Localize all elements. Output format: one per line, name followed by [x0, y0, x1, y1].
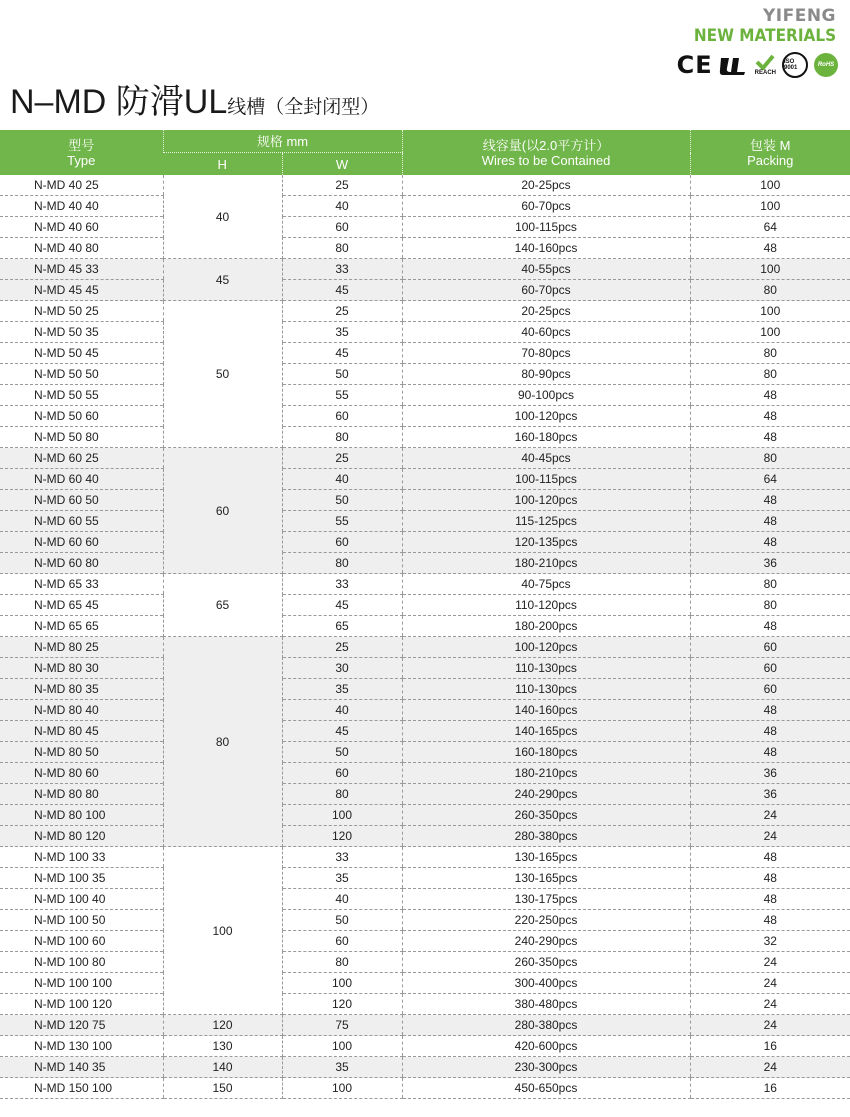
cell-w: 100	[282, 1036, 402, 1057]
cell-w: 45	[282, 280, 402, 301]
table-row	[0, 994, 850, 1015]
cell-w: 45	[282, 595, 402, 616]
cell-wires: 130-165pcs	[402, 868, 690, 889]
cell-type: N-MD 80 80	[0, 784, 163, 805]
cell-wires: 260-350pcs	[402, 805, 690, 826]
table-row	[0, 196, 850, 217]
table-row	[0, 847, 850, 868]
page-title	[10, 82, 379, 128]
cell-packing: 48	[690, 868, 850, 889]
table-row	[0, 658, 850, 679]
cell-wires: 160-180pcs	[402, 742, 690, 763]
cell-wires: 100-120pcs	[402, 490, 690, 511]
cell-h: 65	[163, 574, 282, 637]
table-row	[0, 700, 850, 721]
cell-packing: 100	[690, 259, 850, 280]
cell-wires: 140-160pcs	[402, 700, 690, 721]
cell-wires: 115-125pcs	[402, 511, 690, 532]
cell-packing: 48	[690, 721, 850, 742]
cell-w: 25	[282, 448, 402, 469]
table-row	[0, 553, 850, 574]
cell-type: N-MD 40 40	[0, 196, 163, 217]
table-row	[0, 427, 850, 448]
header-wires-cn: 线容量(以2.0平方计）	[482, 137, 610, 153]
cell-wires: 100-115pcs	[402, 217, 690, 238]
cell-wires: 280-380pcs	[402, 826, 690, 847]
cell-type: N-MD 100 80	[0, 952, 163, 973]
cell-packing: 24	[690, 952, 850, 973]
cell-wires: 110-130pcs	[402, 658, 690, 679]
brand-subtitle: NEW MATERIALS	[693, 26, 836, 46]
table-row	[0, 784, 850, 805]
cell-w: 40	[282, 700, 402, 721]
cell-w: 55	[282, 511, 402, 532]
brand-logo	[678, 6, 836, 46]
cell-w: 50	[282, 742, 402, 763]
ce-mark-icon: CE	[676, 51, 713, 79]
cell-packing: 64	[690, 217, 850, 238]
table-row	[0, 637, 850, 658]
cell-w: 60	[282, 532, 402, 553]
cell-w: 60	[282, 406, 402, 427]
cell-packing: 24	[690, 994, 850, 1015]
cell-packing: 48	[690, 910, 850, 931]
cell-type: N-MD 60 25	[0, 448, 163, 469]
cell-wires: 80-90pcs	[402, 364, 690, 385]
cell-type: N-MD 100 40	[0, 889, 163, 910]
cell-type: N-MD 40 60	[0, 217, 163, 238]
cell-wires: 60-70pcs	[402, 280, 690, 301]
cell-w: 100	[282, 973, 402, 994]
cell-type: N-MD 80 100	[0, 805, 163, 826]
cell-packing: 48	[690, 847, 850, 868]
cell-packing: 36	[690, 784, 850, 805]
cell-w: 33	[282, 259, 402, 280]
cell-w: 45	[282, 721, 402, 742]
cell-w: 80	[282, 427, 402, 448]
cell-h: 45	[163, 259, 282, 301]
cell-type: N-MD 50 25	[0, 301, 163, 322]
table-row	[0, 931, 850, 952]
table-row	[0, 238, 850, 259]
cell-w: 25	[282, 301, 402, 322]
table-row	[0, 805, 850, 826]
cell-packing: 48	[690, 427, 850, 448]
page-title-suffix: 线槽（全封闭型）	[227, 97, 380, 118]
table-row	[0, 448, 850, 469]
cell-type: N-MD 65 33	[0, 574, 163, 595]
table-row	[0, 343, 850, 364]
table-row	[0, 889, 850, 910]
cell-w: 50	[282, 910, 402, 931]
cell-type: N-MD 100 50	[0, 910, 163, 931]
table-row	[0, 679, 850, 700]
cell-wires: 60-70pcs	[402, 196, 690, 217]
table-row	[0, 217, 850, 238]
cell-wires: 380-480pcs	[402, 994, 690, 1015]
cell-packing: 60	[690, 658, 850, 679]
cell-packing: 48	[690, 700, 850, 721]
cell-packing: 64	[690, 469, 850, 490]
cell-w: 100	[282, 1078, 402, 1099]
cell-type: N-MD 50 45	[0, 343, 163, 364]
table-row	[0, 1036, 850, 1057]
ul-mark-icon	[719, 54, 749, 76]
cell-type: N-MD 100 120	[0, 994, 163, 1015]
cell-type: N-MD 65 45	[0, 595, 163, 616]
cell-w: 60	[282, 931, 402, 952]
cell-w: 60	[282, 217, 402, 238]
cell-w: 80	[282, 784, 402, 805]
cell-packing: 48	[690, 406, 850, 427]
table-row	[0, 742, 850, 763]
cell-packing: 60	[690, 637, 850, 658]
table-row	[0, 910, 850, 931]
cell-wires: 160-180pcs	[402, 427, 690, 448]
cell-w: 65	[282, 616, 402, 637]
cell-wires: 300-400pcs	[402, 973, 690, 994]
cell-wires: 130-165pcs	[402, 847, 690, 868]
table-header	[0, 130, 850, 175]
cell-packing: 32	[690, 931, 850, 952]
table-row	[0, 280, 850, 301]
cell-wires: 260-350pcs	[402, 952, 690, 973]
cell-type: N-MD 50 60	[0, 406, 163, 427]
cell-wires: 180-200pcs	[402, 616, 690, 637]
table-row	[0, 532, 850, 553]
cell-wires: 120-135pcs	[402, 532, 690, 553]
cell-wires: 40-45pcs	[402, 448, 690, 469]
cell-type: N-MD 80 120	[0, 826, 163, 847]
cell-type: N-MD 80 45	[0, 721, 163, 742]
cell-w: 35	[282, 322, 402, 343]
table-row	[0, 259, 850, 280]
cell-w: 120	[282, 994, 402, 1015]
cell-w: 50	[282, 364, 402, 385]
cell-h: 120	[163, 1015, 282, 1036]
cell-packing: 100	[690, 175, 850, 196]
cell-packing: 24	[690, 1057, 850, 1078]
cell-type: N-MD 45 45	[0, 280, 163, 301]
cell-wires: 180-210pcs	[402, 553, 690, 574]
cell-type: N-MD 140 35	[0, 1057, 163, 1078]
cell-packing: 80	[690, 574, 850, 595]
cell-packing: 100	[690, 301, 850, 322]
cell-type: N-MD 80 50	[0, 742, 163, 763]
cell-packing: 48	[690, 490, 850, 511]
cell-type: N-MD 60 80	[0, 553, 163, 574]
cell-h: 60	[163, 448, 282, 574]
cell-type: N-MD 40 80	[0, 238, 163, 259]
cell-packing: 24	[690, 973, 850, 994]
cell-type: N-MD 100 35	[0, 868, 163, 889]
cell-type: N-MD 60 55	[0, 511, 163, 532]
cell-wires: 240-290pcs	[402, 931, 690, 952]
cell-wires: 420-600pcs	[402, 1036, 690, 1057]
cell-packing: 48	[690, 889, 850, 910]
cell-packing: 80	[690, 448, 850, 469]
cell-w: 55	[282, 385, 402, 406]
cell-type: N-MD 100 33	[0, 847, 163, 868]
cell-type: N-MD 50 35	[0, 322, 163, 343]
cell-w: 35	[282, 679, 402, 700]
cell-wires: 20-25pcs	[402, 301, 690, 322]
cell-type: N-MD 120 75	[0, 1015, 163, 1036]
cell-wires: 20-25pcs	[402, 175, 690, 196]
table-row	[0, 973, 850, 994]
cell-wires: 230-300pcs	[402, 1057, 690, 1078]
cell-wires: 280-380pcs	[402, 1015, 690, 1036]
cell-wires: 110-120pcs	[402, 595, 690, 616]
cell-type: N-MD 80 30	[0, 658, 163, 679]
header-type-cn: 型号	[68, 137, 95, 153]
cell-w: 80	[282, 238, 402, 259]
cell-packing: 48	[690, 511, 850, 532]
header-packing-cn: 包装 M	[750, 137, 791, 153]
table-row	[0, 406, 850, 427]
table-row	[0, 511, 850, 532]
table-row	[0, 301, 850, 322]
cell-wires: 40-55pcs	[402, 259, 690, 280]
check-mark-icon	[755, 54, 775, 70]
header-wires	[402, 130, 690, 175]
cell-packing: 80	[690, 595, 850, 616]
cell-type: N-MD 80 35	[0, 679, 163, 700]
cell-w: 40	[282, 889, 402, 910]
cell-w: 25	[282, 175, 402, 196]
brand-name: YIFENG	[762, 6, 836, 26]
cell-h: 100	[163, 847, 282, 1015]
header-spec: 规格 mm	[163, 130, 402, 153]
table-row	[0, 1015, 850, 1036]
cell-type: N-MD 45 33	[0, 259, 163, 280]
cell-h: 80	[163, 637, 282, 847]
cell-packing: 16	[690, 1078, 850, 1099]
cell-packing: 16	[690, 1036, 850, 1057]
cell-h: 50	[163, 301, 282, 448]
cell-wires: 140-165pcs	[402, 721, 690, 742]
cell-wires: 100-115pcs	[402, 469, 690, 490]
cell-packing: 80	[690, 280, 850, 301]
cell-wires: 110-130pcs	[402, 679, 690, 700]
cell-type: N-MD 150 100	[0, 1078, 163, 1099]
cell-packing: 100	[690, 322, 850, 343]
header-packing-en: Packing	[747, 152, 794, 168]
cell-wires: 100-120pcs	[402, 637, 690, 658]
cell-packing: 36	[690, 763, 850, 784]
cell-wires: 130-175pcs	[402, 889, 690, 910]
cell-packing: 24	[690, 826, 850, 847]
table-row	[0, 616, 850, 637]
cell-packing: 48	[690, 616, 850, 637]
table-row	[0, 595, 850, 616]
table-row	[0, 490, 850, 511]
cell-wires: 40-60pcs	[402, 322, 690, 343]
cell-packing: 100	[690, 196, 850, 217]
product-spec-table	[0, 130, 850, 1099]
header-type	[0, 130, 163, 175]
certification-marks	[677, 51, 838, 79]
cell-w: 60	[282, 763, 402, 784]
cell-type: N-MD 65 65	[0, 616, 163, 637]
cell-type: N-MD 40 25	[0, 175, 163, 196]
cell-h: 40	[163, 175, 282, 259]
table-body	[0, 175, 850, 1099]
cell-packing: 48	[690, 238, 850, 259]
cell-w: 35	[282, 1057, 402, 1078]
cell-w: 50	[282, 490, 402, 511]
cell-packing: 48	[690, 742, 850, 763]
cell-packing: 80	[690, 343, 850, 364]
table-row	[0, 826, 850, 847]
cell-packing: 24	[690, 1015, 850, 1036]
header-packing	[690, 130, 850, 175]
table-row	[0, 175, 850, 196]
cell-h: 150	[163, 1078, 282, 1099]
header-h: H	[163, 153, 282, 176]
table-row	[0, 868, 850, 889]
cell-wires: 140-160pcs	[402, 238, 690, 259]
header-wires-en: Wires to be Contained	[481, 152, 611, 168]
reach-label: REACH	[754, 70, 776, 76]
table-row	[0, 385, 850, 406]
cell-type: N-MD 130 100	[0, 1036, 163, 1057]
table-row	[0, 763, 850, 784]
page-title-main: N–MD 防滑UL	[10, 83, 228, 121]
ul-mark-icon	[719, 54, 749, 76]
cell-w: 33	[282, 847, 402, 868]
cell-w: 80	[282, 952, 402, 973]
header-type-en: Type	[67, 152, 96, 168]
cell-wires: 220-250pcs	[402, 910, 690, 931]
table-row	[0, 952, 850, 973]
cell-type: N-MD 80 40	[0, 700, 163, 721]
iso-label: ISO 9001	[784, 59, 798, 71]
cell-w: 25	[282, 637, 402, 658]
cell-w: 80	[282, 553, 402, 574]
cell-packing: 48	[690, 532, 850, 553]
table-row	[0, 364, 850, 385]
cell-w: 33	[282, 574, 402, 595]
cell-type: N-MD 50 50	[0, 364, 163, 385]
cell-type: N-MD 50 80	[0, 427, 163, 448]
cell-w: 35	[282, 868, 402, 889]
table-row	[0, 1078, 850, 1099]
cell-type: N-MD 60 40	[0, 469, 163, 490]
cell-type: N-MD 100 60	[0, 931, 163, 952]
cell-type: N-MD 50 55	[0, 385, 163, 406]
cell-packing: 60	[690, 679, 850, 700]
cell-type: N-MD 80 60	[0, 763, 163, 784]
cell-wires: 40-75pcs	[402, 574, 690, 595]
cell-h: 130	[163, 1036, 282, 1057]
reach-check-icon	[755, 54, 776, 76]
table-row	[0, 1057, 850, 1078]
table-row	[0, 322, 850, 343]
cell-w: 75	[282, 1015, 402, 1036]
table-row	[0, 574, 850, 595]
cell-w: 100	[282, 805, 402, 826]
rohs-label: RoHS	[817, 62, 835, 68]
cell-type: N-MD 100 100	[0, 973, 163, 994]
table-row	[0, 721, 850, 742]
cell-h: 140	[163, 1057, 282, 1078]
cell-packing: 48	[690, 385, 850, 406]
cell-type: N-MD 80 25	[0, 637, 163, 658]
cell-wires: 100-120pcs	[402, 406, 690, 427]
cell-w: 30	[282, 658, 402, 679]
table-row	[0, 469, 850, 490]
cell-packing: 36	[690, 553, 850, 574]
cell-type: N-MD 60 50	[0, 490, 163, 511]
cell-w: 120	[282, 826, 402, 847]
cell-wires: 90-100pcs	[402, 385, 690, 406]
cell-type: N-MD 60 60	[0, 532, 163, 553]
cell-wires: 450-650pcs	[402, 1078, 690, 1099]
cell-packing: 80	[690, 364, 850, 385]
iso-seal-icon	[782, 52, 808, 78]
cell-w: 40	[282, 196, 402, 217]
cell-wires: 70-80pcs	[402, 343, 690, 364]
header-w: W	[282, 153, 402, 176]
cell-w: 40	[282, 469, 402, 490]
cell-wires: 180-210pcs	[402, 763, 690, 784]
cell-packing: 24	[690, 805, 850, 826]
cell-wires: 240-290pcs	[402, 784, 690, 805]
cell-w: 45	[282, 343, 402, 364]
rohs-seal-icon	[814, 53, 838, 77]
